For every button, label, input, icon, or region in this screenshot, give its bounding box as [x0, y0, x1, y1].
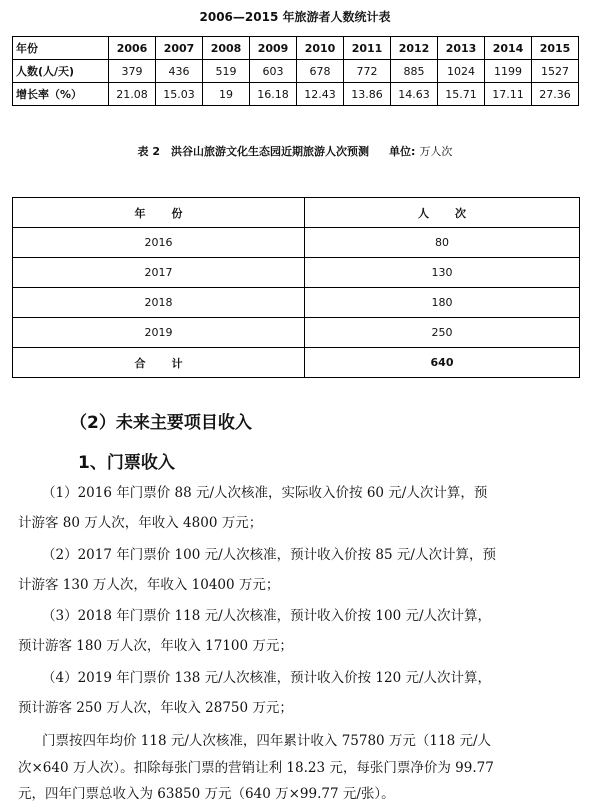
tourist-count-table	[12, 36, 579, 106]
paragraph-line: （4）2019 年门票价 138 元/人次核准，预计收入价按 120 元/人次计算，	[42, 670, 492, 686]
year-column-header: 年份	[13, 198, 305, 228]
table1-row-growth	[13, 83, 579, 106]
paragraph-line: （1）2016 年门票价 88 元/人次核准，实际收入价按 60 元/人次计算，预	[42, 485, 488, 501]
year-cell: 2008	[203, 37, 250, 60]
value-cell: 19	[203, 83, 250, 106]
year-cell: 2016	[13, 228, 305, 258]
year-cell: 2007	[156, 37, 203, 60]
count-cell: 80	[305, 228, 580, 258]
value-cell: 21.08	[109, 83, 156, 106]
row-label: 人数(人/天)	[13, 60, 109, 83]
value-cell: 27.36	[532, 83, 579, 106]
year-cell: 2013	[438, 37, 485, 60]
year-cell: 2010	[297, 37, 344, 60]
value-cell: 678	[297, 60, 344, 83]
value-cell: 13.86	[344, 83, 391, 106]
value-cell: 519	[203, 60, 250, 83]
count-column-header: 人次	[305, 198, 580, 228]
paragraph-line: 元，四年门票总收入为 63850 万元（640 万×99.77 元/张）。	[18, 786, 395, 802]
count-cell: 180	[305, 288, 580, 318]
value-cell: 16.18	[250, 83, 297, 106]
value-cell: 12.43	[297, 83, 344, 106]
row-label: 增长率（%）	[13, 83, 109, 106]
year-cell: 2019	[13, 318, 305, 348]
year-cell: 2012	[391, 37, 438, 60]
total-value: 640	[305, 348, 580, 378]
table-row	[13, 228, 580, 258]
paragraph-line: 预计游客 180 万人次，年收入 17100 万元；	[18, 638, 293, 654]
section-heading: （2）未来主要项目收入	[70, 413, 252, 433]
paragraph-line: （3）2018 年门票价 118 元/人次核准，预计收入价按 100 元/人次计算，	[42, 608, 492, 624]
paragraph-line: 计游客 130 万人次，年收入 10400 万元；	[18, 577, 280, 593]
value-cell: 379	[109, 60, 156, 83]
value-cell: 1527	[532, 60, 579, 83]
year-cell: 2009	[250, 37, 297, 60]
value-cell: 15.03	[156, 83, 203, 106]
value-cell: 436	[156, 60, 203, 83]
value-cell: 1024	[438, 60, 485, 83]
table2-caption	[0, 143, 590, 159]
year-cell: 2018	[13, 288, 305, 318]
table1-header-row	[13, 37, 579, 60]
table-row	[13, 318, 580, 348]
total-row	[13, 348, 580, 378]
year-cell: 2014	[485, 37, 532, 60]
table2-header-row	[13, 198, 580, 228]
value-cell: 1199	[485, 60, 532, 83]
value-cell: 772	[344, 60, 391, 83]
table1-row-count	[13, 60, 579, 83]
paragraph-line: 计游客 80 万人次，年收入 4800 万元；	[18, 515, 263, 531]
count-cell: 250	[305, 318, 580, 348]
year-cell: 2017	[13, 258, 305, 288]
table2-title: 表 2 洪谷山旅游文化生态园近期旅游人次预测	[137, 145, 370, 158]
value-cell: 15.71	[438, 83, 485, 106]
year-cell: 2006	[109, 37, 156, 60]
subsection-heading: 1、门票收入	[78, 453, 175, 473]
paragraph-line: （2）2017 年门票价 100 元/人次核准，预计收入价按 85 元/人次计算，预	[42, 547, 496, 563]
value-cell: 603	[250, 60, 297, 83]
value-cell: 17.11	[485, 83, 532, 106]
paragraph-line: 次×640 万人次）。扣除每张门票的营销让利 18.23 元，每张门票净价为 99.77	[18, 760, 494, 776]
unit-label: 单位:	[389, 145, 416, 158]
count-cell: 130	[305, 258, 580, 288]
paragraph-line: 门票按四年均价 118 元/人次核准，四年累计收入 75780 万元（118 元/人	[42, 733, 492, 749]
value-cell: 885	[391, 60, 438, 83]
total-label: 合计	[13, 348, 305, 378]
table1-title: 2006—2015 年旅游者人数统计表	[199, 10, 391, 24]
unit-value: 万人次	[419, 145, 453, 158]
table1-header-label: 年份	[13, 37, 109, 60]
paragraph-line: 预计游客 250 万人次，年收入 28750 万元；	[18, 700, 293, 716]
table-row	[13, 258, 580, 288]
year-cell: 2011	[344, 37, 391, 60]
year-cell: 2015	[532, 37, 579, 60]
forecast-table	[12, 197, 580, 378]
table-row	[13, 288, 580, 318]
value-cell: 14.63	[391, 83, 438, 106]
